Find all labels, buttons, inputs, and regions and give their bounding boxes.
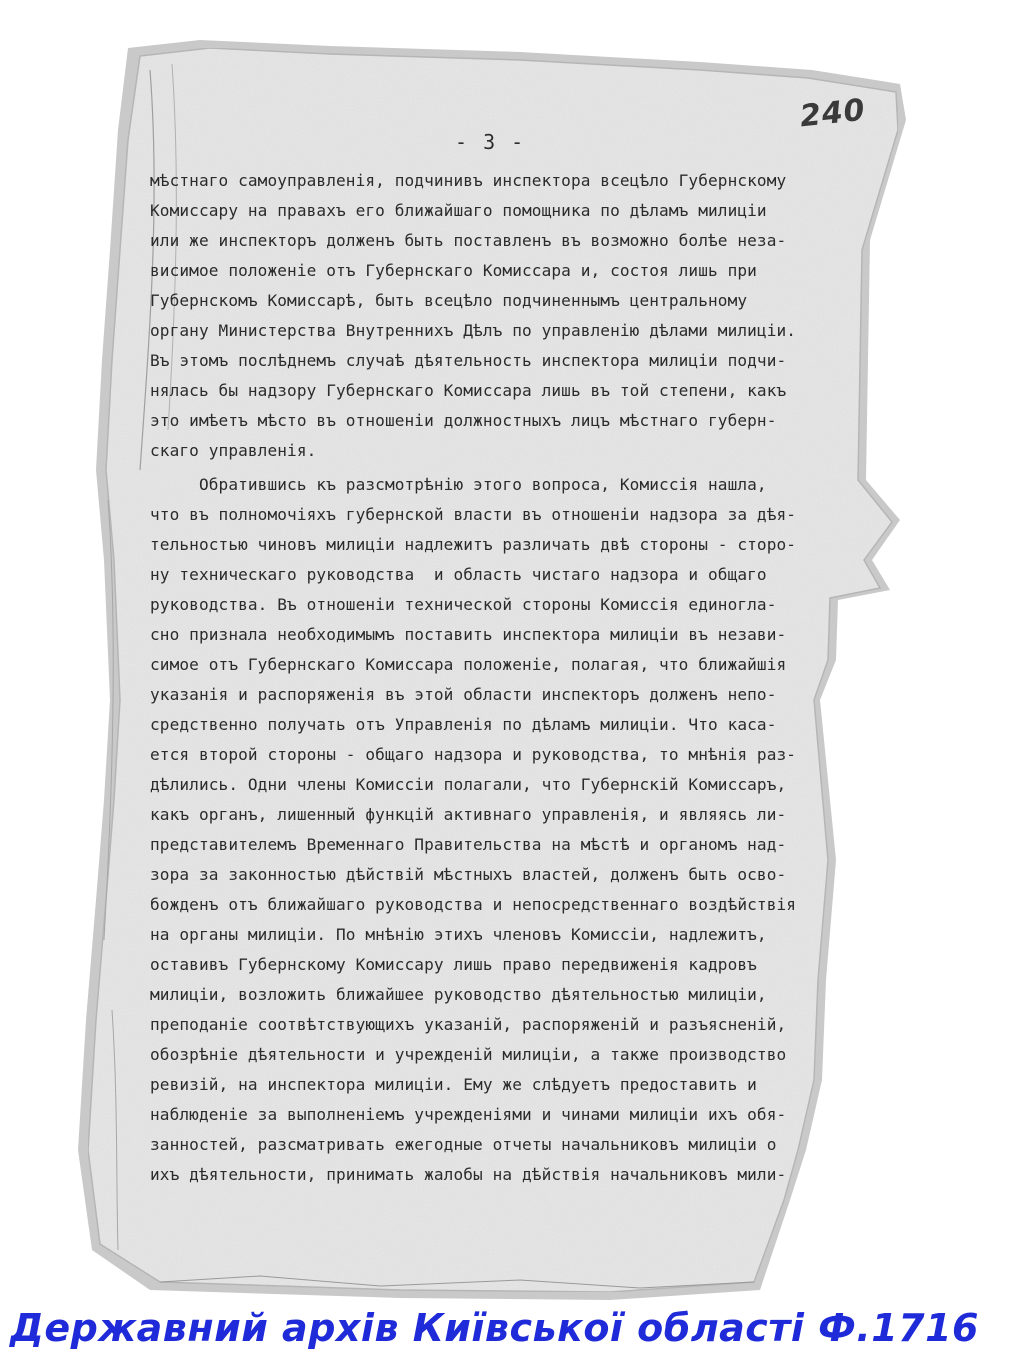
text-line: симое отъ Губернскаго Комиссара положеніе, полагая, что ближайшія [150,655,787,674]
text-line: зора за законностью дѣйствій мѣстныхъ властей, долженъ быть осво- [150,865,787,884]
text-line: скаго управленія. [150,441,317,460]
text-line: это имѣетъ мѣсто въ отношеніи должностныхъ лицъ мѣстнаго губерн- [150,411,777,430]
text-line: Комиссару на правахъ его ближайшаго помощника по дѣламъ милиціи [150,201,767,220]
document-text [150,166,840,1190]
text-line: представителемъ Временнаго Правительства на мѣстѣ и органомъ над- [150,835,787,854]
text-line: висимое положеніе отъ Губернскаго Комиссара и, состоя лишь при [150,261,757,280]
text-line: оставивъ Губернскому Комиссару лишь право передвиженія кадровъ [150,955,757,974]
text-line: органу Министерства Внутреннихъ Дѣлъ по управленію дѣлами милиціи. [150,321,797,340]
text-line: нялась бы надзору Губернскаго Комиссара лишь въ той степени, какъ [150,381,787,400]
text-line: ну техническаго руководства и область чистаго надзора и общаго [150,565,767,584]
text-line: руководства. Въ отношеніи технической стороны Комиссія единогла- [150,595,777,614]
text-line: какъ органъ, лишенный функцій активнаго управленія, и являясь ли- [150,805,787,824]
text-line: или же инспекторъ долженъ быть поставленъ въ возможно болѣе неза- [150,231,787,250]
text-line: занностей, разсматривать ежегодные отчеты начальниковъ милиціи о [150,1135,777,1154]
text-line: тельностью чиновъ милиціи надлежитъ различать двѣ стороны - сторо- [150,535,797,554]
text-line: указанія и распоряженія въ этой области инспекторъ долженъ непо- [150,685,777,704]
text-line: дѣлились. Одни члены Комиссіи полагали, что Губернскій Комиссаръ, [150,775,787,794]
text-line: средственно получать отъ Управленія по дѣламъ милиціи. Что каса- [150,715,777,734]
text-line: на органы милиціи. По мнѣнію этихъ членовъ Комиссіи, надлежитъ, [150,925,767,944]
text-line: обозрѣніе дѣятельности и учрежденій милиціи, а также производство [150,1045,787,1064]
text-line: сно признала необходимымъ поставить инспектора милиціи въ незави- [150,625,787,644]
text-line: преподаніе соотвѣтствующихъ указаній, распоряженій и разъясненій, [150,1015,787,1034]
text-line: ихъ дѣятельности, принимать жалобы на дѣйствія начальниковъ мили- [150,1165,787,1184]
archive-caption: Державний архів Київської області Ф.1716 [10,1306,979,1350]
text-line: Обратившись къ разсмотрѣнію этого вопроса, Комиссія нашла, [150,475,767,494]
text-line: божденъ отъ ближайшаго руководства и непосредственнаго воздѣйствія [150,895,797,914]
text-line: наблюденіе за выполненіемъ учрежденіями и чинами милиціи ихъ обя- [150,1105,787,1124]
page-number: - 3 - [455,130,526,154]
text-line: Губернскомъ Комиссарѣ, быть всецѣло подчиненнымъ центральному [150,291,748,310]
folio-number: 240 [798,92,868,135]
text-line: мѣстнаго самоуправленія, подчинивъ инспектора всецѣло Губернскому [150,171,787,190]
text-line: Въ этомъ послѣднемъ случаѣ дѣятельность инспектора милиціи подчи- [150,351,787,370]
text-line: что въ полномочіяхъ губернской власти въ отношеніи надзора за дѣя- [150,505,797,524]
text-line: ревизій, на инспектора милиціи. Ему же слѣдуетъ предоставить и [150,1075,757,1094]
text-line: милиціи, возложить ближайшее руководство дѣятельностью милиціи, [150,985,767,1004]
text-line: ется второй стороны - общаго надзора и руководства, то мнѣнія раз- [150,745,797,764]
